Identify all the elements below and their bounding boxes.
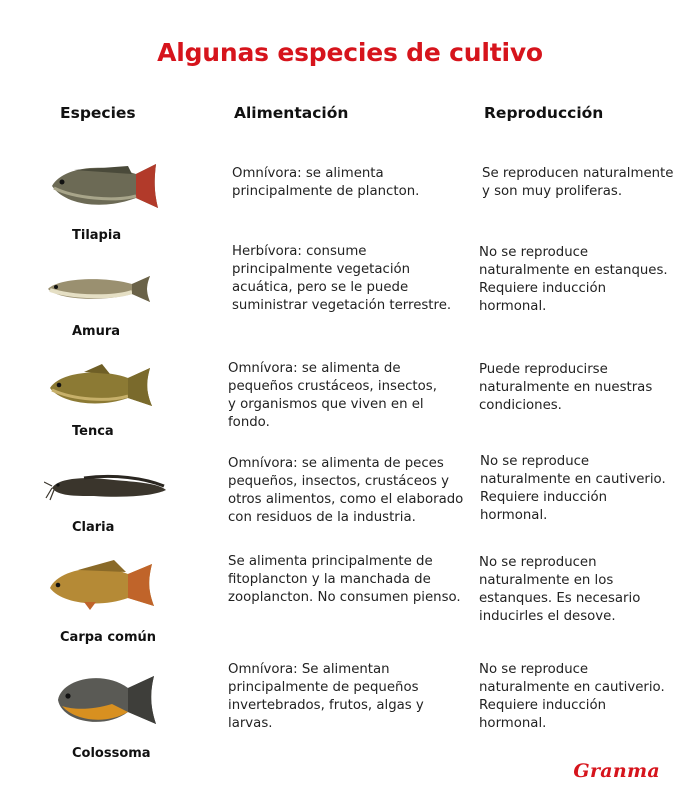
granma-logo: Granma xyxy=(573,760,660,782)
header-feeding: Alimentación xyxy=(234,104,349,122)
feeding-text-amura: Herbívora: consume principalmente vegetación acuática, pero se le puede suministrar vegetación terrestre. xyxy=(232,244,452,313)
reproduction-text-claria: No se reproduce naturalmente en cautiverio. Requiere inducción hormonal. xyxy=(480,454,666,523)
carp-fish-icon xyxy=(44,558,158,610)
reproduction-text-carpa-comun: No se reproducen naturalmente en los estanques. Es necesario inducirles el desove. xyxy=(479,555,641,624)
reproduction-text-colossoma: No se reproduce naturalmente en cautiverio. Requiere inducción hormonal. xyxy=(479,662,665,731)
species-name-amura: Amura xyxy=(72,324,121,339)
feeding-text-tilapia: Omnívora: se alimenta principalmente de plancton. xyxy=(232,166,420,199)
header-reproduction: Reproducción xyxy=(484,104,604,122)
reproduction-text-amura: No se reproduce naturalmente en estanques. Requiere inducción hormonal. xyxy=(479,245,668,314)
feeding-text-claria: Omnívora: se alimenta de peces pequeños, insectos, crustáceos y otros alimentos, como el elaborado con residuos de la industria. xyxy=(228,456,464,525)
amura-fish-icon xyxy=(44,272,154,306)
species-name-tilapia: Tilapia xyxy=(72,228,122,243)
feeding-text-carpa-comun: Se alimenta principalmente de fitoplancton y la manchada de zooplancton. No consumen pienso. xyxy=(228,554,461,605)
species-name-carpa-comun: Carpa común xyxy=(60,630,157,645)
tenca-fish-icon xyxy=(44,362,156,410)
species-name-tenca: Tenca xyxy=(72,424,114,439)
colossoma-fish-icon xyxy=(52,670,160,730)
feeding-text-tenca: Omnívora: se alimenta de pequeños crustáceos, insectos, y organismos que viven en el fondo. xyxy=(228,361,437,430)
species-name-colossoma: Colossoma xyxy=(72,746,151,761)
page-title: Algunas especies de cultivo xyxy=(157,38,543,67)
species-name-claria: Claria xyxy=(72,520,115,535)
tilapia-fish-icon xyxy=(44,158,164,214)
claria-catfish-icon xyxy=(44,468,170,502)
reproduction-text-tilapia: Se reproducen naturalmente y son muy proliferas. xyxy=(482,166,674,199)
reproduction-text-tenca: Puede reproducirse naturalmente en nuestras condiciones. xyxy=(479,362,653,413)
feeding-text-colossoma: Omnívora: Se alimentan principalmente de pequeños invertebrados, frutos, algas y larvas. xyxy=(228,662,424,731)
header-species: Especies xyxy=(60,104,136,122)
